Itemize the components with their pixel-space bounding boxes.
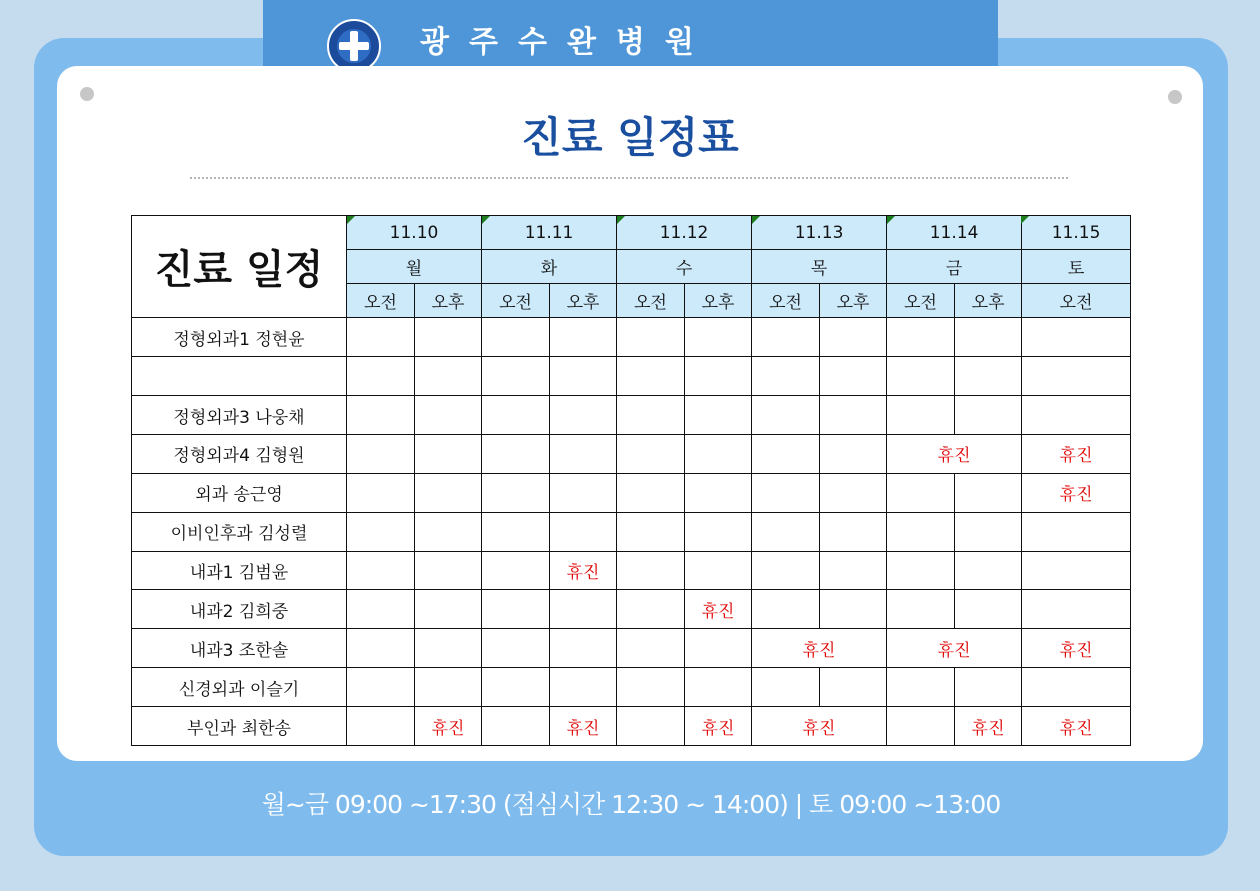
schedule-cell: [617, 551, 685, 590]
schedule-cell: [347, 629, 415, 668]
schedule-cell: [347, 435, 415, 474]
schedule-cell: [955, 473, 1022, 512]
schedule-cell: [752, 551, 820, 590]
doctor-name: 정형외과4 김형원: [132, 435, 347, 474]
hospital-logo-icon: [327, 19, 381, 73]
weekday-cell: 수: [617, 250, 752, 284]
schedule-cell: [347, 668, 415, 707]
schedule-cell: [617, 707, 685, 746]
date-cell: 11.12: [617, 216, 752, 250]
schedule-cell: [415, 512, 482, 551]
doctor-name: 부인과 최한송: [132, 707, 347, 746]
closed-cell: 휴진: [415, 707, 482, 746]
am-header: 오전: [482, 284, 550, 318]
weekday-cell: 금: [887, 250, 1022, 284]
closed-cell: 휴진: [685, 707, 752, 746]
doctor-name: 이비인후과 김성렬: [132, 512, 347, 551]
closed-cell: 휴진: [1022, 629, 1131, 668]
am-header: 오전: [752, 284, 820, 318]
schedule-cell: [752, 435, 820, 474]
schedule-cell: [685, 396, 752, 435]
date-cell: 11.14: [887, 216, 1022, 250]
schedule-cell: [887, 357, 955, 396]
schedule-cell: [415, 318, 482, 357]
pm-header: 오후: [820, 284, 887, 318]
date-row: [132, 216, 1131, 250]
schedule-cell: [1022, 668, 1131, 707]
schedule-cell: [685, 435, 752, 474]
schedule-cell: [955, 318, 1022, 357]
schedule-cell: [617, 629, 685, 668]
am-header: 오전: [887, 284, 955, 318]
schedule-cell: [685, 473, 752, 512]
schedule-cell: [1022, 318, 1131, 357]
schedule-cell: [617, 473, 685, 512]
schedule-cell: [482, 357, 550, 396]
schedule-cell: [685, 668, 752, 707]
pm-header: 오후: [685, 284, 752, 318]
doctor-name: 내과2 김희중: [132, 590, 347, 629]
closed-cell: 휴진: [1022, 473, 1131, 512]
schedule-cell: [617, 668, 685, 707]
doctor-name: [132, 357, 347, 396]
schedule-cell: [415, 396, 482, 435]
closed-cell: 휴진: [550, 551, 617, 590]
schedule-cell: [347, 318, 415, 357]
schedule-cell: [820, 435, 887, 474]
schedule-cell: [820, 473, 887, 512]
doctor-name: 외과 송근영: [132, 473, 347, 512]
doctor-row: [132, 473, 1131, 512]
schedule-cell: [955, 357, 1022, 396]
dotted-divider: [190, 177, 1068, 179]
hospital-name: 광주수완병원: [420, 25, 714, 60]
pm-header: 오후: [550, 284, 617, 318]
cell-marker: [617, 216, 625, 224]
schedule-cell: [955, 551, 1022, 590]
schedule-cell: [752, 668, 820, 707]
doctor-name: 내과1 김범윤: [132, 551, 347, 590]
doctor-row: [132, 512, 1131, 551]
doctor-row: [132, 318, 1131, 357]
doctor-name: 정형외과1 정현윤: [132, 318, 347, 357]
schedule-cell: [550, 629, 617, 668]
doctor-row: [132, 396, 1131, 435]
schedule-cell: [415, 473, 482, 512]
closed-cell: 휴진: [550, 707, 617, 746]
pm-header: 오후: [955, 284, 1022, 318]
closed-cell: 휴진: [1022, 707, 1131, 746]
doctor-name: 내과3 조한솔: [132, 629, 347, 668]
schedule-cell: [482, 668, 550, 707]
schedule-cell: [617, 318, 685, 357]
pm-header: 오후: [415, 284, 482, 318]
am-header: 오전: [347, 284, 415, 318]
schedule-cell: [955, 668, 1022, 707]
schedule-cell: [482, 629, 550, 668]
schedule-cell: [550, 473, 617, 512]
doctor-row: [132, 668, 1131, 707]
doctor-row: [132, 629, 1131, 668]
schedule-cell: [347, 551, 415, 590]
schedule-cell: [820, 512, 887, 551]
cell-marker: [347, 216, 355, 224]
schedule-cell: [617, 357, 685, 396]
weekday-cell: 목: [752, 250, 887, 284]
schedule-cell: [887, 473, 955, 512]
schedule-cell: [955, 396, 1022, 435]
closed-cell: 휴진: [752, 629, 887, 668]
schedule-cell: [887, 590, 955, 629]
schedule-cell: [887, 396, 955, 435]
closed-cell: 휴진: [685, 590, 752, 629]
schedule-cell: [685, 512, 752, 551]
schedule-cell: [887, 668, 955, 707]
schedule-cell: [752, 590, 820, 629]
schedule-cell: [617, 512, 685, 551]
schedule-cell: [685, 318, 752, 357]
schedule-cell: [347, 396, 415, 435]
schedule-cell: [955, 590, 1022, 629]
doctor-row: [132, 707, 1131, 746]
schedule-cell: [347, 707, 415, 746]
schedule-cell: [887, 551, 955, 590]
schedule-cell: [685, 629, 752, 668]
weekday-cell: 화: [482, 250, 617, 284]
schedule-cell: [482, 512, 550, 551]
schedule-cell: [752, 396, 820, 435]
date-cell: 11.13: [752, 216, 887, 250]
schedule-cell: [887, 707, 955, 746]
corner-label: 진료 일정: [132, 216, 347, 318]
closed-cell: 휴진: [752, 707, 887, 746]
date-cell: 11.10: [347, 216, 482, 250]
schedule-cell: [752, 512, 820, 551]
schedule-cell: [415, 590, 482, 629]
doctor-row: [132, 357, 1131, 396]
schedule-cell: [887, 318, 955, 357]
weekday-cell: 월: [347, 250, 482, 284]
schedule-cell: [685, 551, 752, 590]
weekday-cell: 토: [1022, 250, 1131, 284]
hours-footer: 월~금 09:00 ~17:30 (점심시간 12:30 ~ 14:00) | 토 09:00 ~13:00: [261, 790, 1001, 819]
schedule-cell: [550, 396, 617, 435]
cell-marker: [1021, 216, 1029, 224]
logo-cross-horizontal: [339, 42, 369, 50]
cell-marker: [482, 216, 490, 224]
schedule-cell: [685, 357, 752, 396]
schedule-cell: [1022, 590, 1131, 629]
doctor-name: 신경외과 이슬기: [132, 668, 347, 707]
schedule-cell: [617, 590, 685, 629]
schedule-cell: [550, 435, 617, 474]
cell-marker: [752, 216, 760, 224]
schedule-cell: [482, 590, 550, 629]
closed-cell: 휴진: [1022, 435, 1131, 474]
schedule-cell: [1022, 512, 1131, 551]
schedule-cell: [482, 435, 550, 474]
schedule-cell: [550, 590, 617, 629]
schedule-cell: [415, 551, 482, 590]
schedule-cell: [347, 590, 415, 629]
schedule-cell: [482, 551, 550, 590]
schedule-cell: [820, 668, 887, 707]
schedule-cell: [820, 590, 887, 629]
schedule-cell: [820, 318, 887, 357]
schedule-cell: [550, 318, 617, 357]
cell-marker: [887, 216, 895, 224]
schedule-cell: [820, 551, 887, 590]
doctor-row: [132, 590, 1131, 629]
date-cell: 11.15: [1022, 216, 1131, 250]
schedule-cell: [415, 629, 482, 668]
closed-cell: 휴진: [887, 435, 1022, 474]
right-dot: [1168, 90, 1182, 104]
schedule-cell: [617, 396, 685, 435]
schedule-cell: [482, 396, 550, 435]
schedule-cell: [550, 357, 617, 396]
am-header: 오전: [1022, 284, 1131, 318]
schedule-cell: [347, 473, 415, 512]
doctor-name: 정형외과3 나웅채: [132, 396, 347, 435]
schedule-cell: [1022, 357, 1131, 396]
doctor-row: [132, 551, 1131, 590]
schedule-cell: [347, 357, 415, 396]
schedule-cell: [550, 668, 617, 707]
schedule-cell: [482, 318, 550, 357]
schedule-cell: [415, 357, 482, 396]
schedule-cell: [955, 512, 1022, 551]
page-title: 진료 일정표: [521, 113, 739, 162]
schedule-cell: [820, 396, 887, 435]
schedule-cell: [752, 473, 820, 512]
schedule-cell: [820, 357, 887, 396]
date-cell: 11.11: [482, 216, 617, 250]
closed-cell: 휴진: [887, 629, 1022, 668]
schedule-cell: [1022, 396, 1131, 435]
closed-cell: 휴진: [955, 707, 1022, 746]
schedule-table: [131, 215, 1131, 746]
schedule-cell: [752, 357, 820, 396]
schedule-cell: [482, 473, 550, 512]
schedule-body: [132, 216, 1131, 746]
schedule-cell: [887, 512, 955, 551]
am-header: 오전: [617, 284, 685, 318]
schedule-cell: [617, 435, 685, 474]
schedule-cell: [752, 318, 820, 357]
schedule-cell: [1022, 551, 1131, 590]
schedule-cell: [482, 707, 550, 746]
schedule-cell: [347, 512, 415, 551]
schedule-cell: [415, 668, 482, 707]
schedule-cell: [415, 435, 482, 474]
doctor-row: [132, 435, 1131, 474]
left-dot: [80, 87, 94, 101]
schedule-cell: [550, 512, 617, 551]
